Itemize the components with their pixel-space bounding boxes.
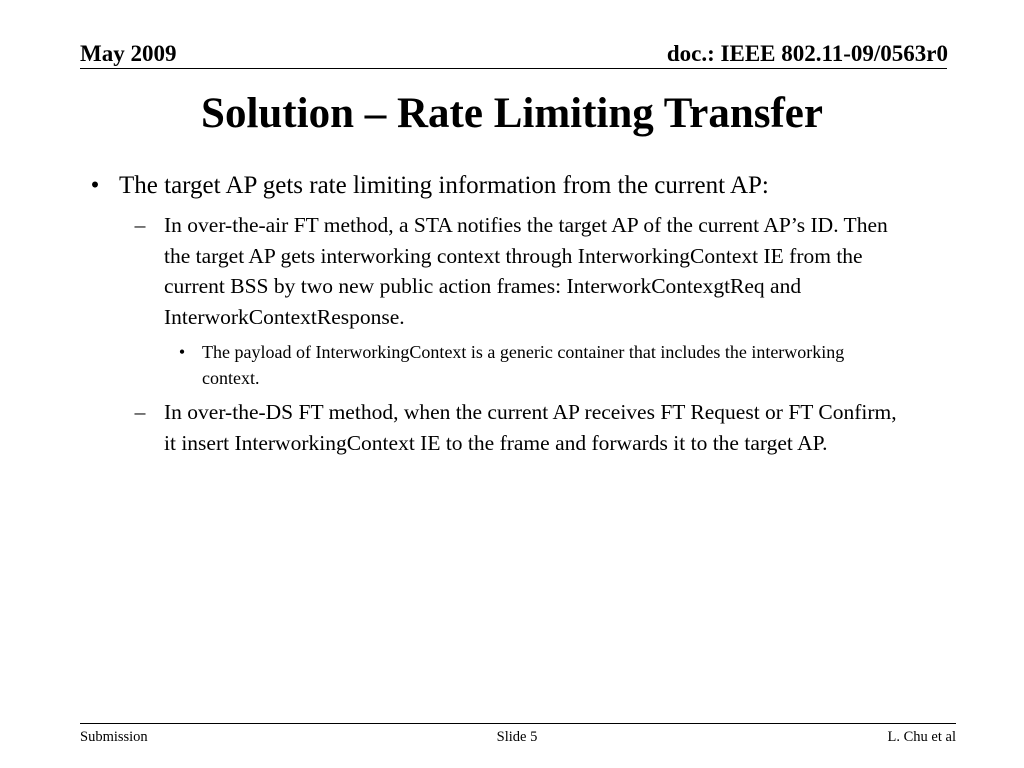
sub-sub-bullet-text: The payload of InterworkingContext is a generic container that includes the interworking context.: [202, 342, 845, 388]
header-doc-id: doc.: IEEE 802.11-09/0563r0: [666, 41, 948, 66]
footer-author: L. Chu et al: [887, 729, 956, 745]
sub-bullet-marker: –: [134, 213, 146, 237]
bullet-marker: •: [90, 172, 100, 199]
slide-body: [80, 168, 940, 458]
sub-bullet-item: [80, 397, 904, 458]
header-date: May 2009: [80, 41, 177, 66]
sub-bullet-text: In over-the-air FT method, a STA notifies the target AP of the current AP’s ID. Then the target AP gets interworking context through InterworkingContext IE from the current BSS by two new public action frames: InterworkContexgtReq and InterworkContextResponse.: [164, 213, 888, 329]
sub-bullet-text: In over-the-DS FT method, when the current AP receives FT Request or FT Confirm, it insert InterworkingContext IE to the frame and forwards it to the target AP.: [164, 400, 897, 455]
header-divider: [80, 68, 947, 69]
sub-bullet-item: [80, 210, 904, 332]
footer-submission: Submission: [80, 729, 148, 745]
slide-title: Solution – Rate Limiting Transfer: [201, 90, 823, 137]
bullet-text: The target AP gets rate limiting information from the current AP:: [119, 172, 769, 199]
footer-divider: [80, 723, 956, 724]
bullet-item: [80, 168, 940, 204]
sub-bullet-marker: –: [134, 400, 146, 424]
sub-sub-bullet-marker: •: [178, 342, 186, 362]
sub-sub-bullet-item: [80, 339, 897, 391]
footer-slide-number: Slide 5: [496, 729, 538, 745]
